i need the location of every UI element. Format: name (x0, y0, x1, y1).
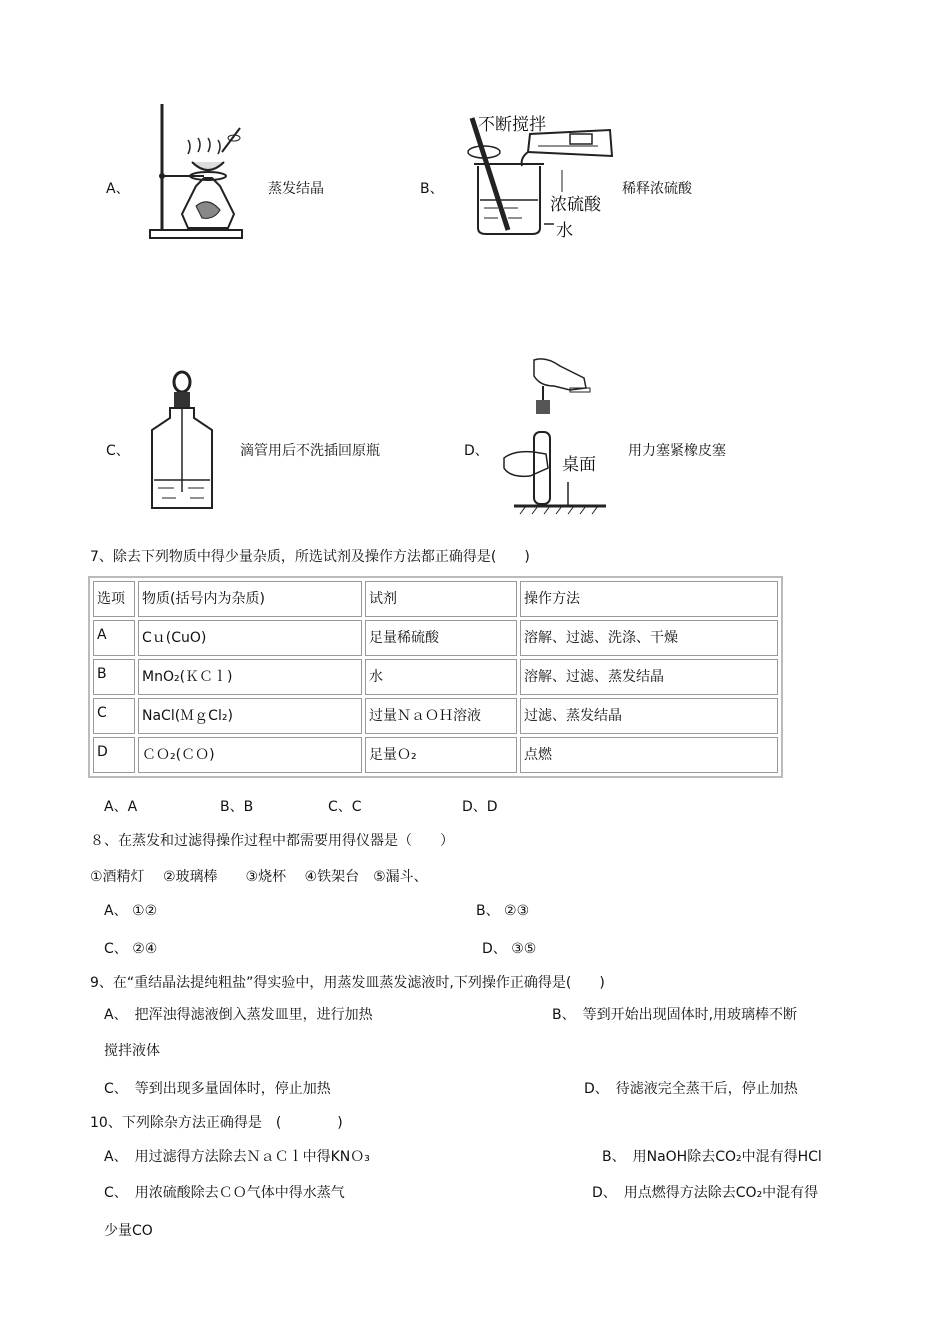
q10-option-b: B、 用NaOH除去CO₂中混有得HCl (602, 1149, 822, 1165)
q7-option-d: D、D (462, 799, 498, 815)
table-cell: 过滤、蒸发结晶 (520, 698, 778, 734)
q6-option-b-letter: B、 (420, 181, 444, 197)
table-cell: 足量Ｏ₂ (365, 737, 517, 773)
table-row (93, 737, 778, 773)
table-cell: B (93, 659, 135, 695)
header-cell: 操作方法 (520, 581, 778, 617)
q7-stem: 7、除去下列物质中得少量杂质，所选试剂及操作方法都正确得是( ) (90, 549, 530, 565)
header-cell: 物质(括号内为杂质) (138, 581, 362, 617)
q8-option-d: D、 ③⑤ (482, 941, 537, 957)
table-cell: 溶解、过滤、蒸发结晶 (520, 659, 778, 695)
q9-option-a: A、 把浑浊得滤液倒入蒸发皿里，进行加热 (104, 1007, 373, 1023)
table-cell: 水 (365, 659, 517, 695)
table-cell: NaCl(ＭｇCl₂) (138, 698, 362, 734)
q9-option-d: D、 待滤液完全蒸干后，停止加热 (584, 1081, 798, 1097)
stopper-test-tube-figure (500, 356, 610, 516)
q7-option-c: C、C (328, 799, 362, 815)
table-cell: C (93, 698, 135, 734)
q10-option-a: A、 用过滤得方法除去ＮａＣｌ中得KNＯ₃ (104, 1149, 370, 1165)
q7-option-a: A、A (104, 799, 138, 815)
q6-option-a-letter: A、 (106, 181, 130, 197)
q10-option-d: D、 用点燃得方法除去CO₂中混有得 (592, 1185, 819, 1201)
q8-stem: ８、在蒸发和过滤得操作过程中都需要用得仪器是（ ） (90, 833, 454, 849)
table-cell: MnO₂(ＫＣｌ) (138, 659, 362, 695)
q6-option-d-caption: 用力塞紧橡皮塞 (628, 443, 726, 459)
q9-option-b-continued: 搅拌液体 (104, 1043, 160, 1059)
q7-option-b: B、B (220, 799, 254, 815)
q6-option-c-caption: 滴管用后不洗插回原瓶 (240, 443, 380, 459)
q6-option-d-letter: D、 (464, 443, 489, 459)
header-cell: 试剂 (365, 581, 517, 617)
acid-label: 浓硫酸 (550, 195, 601, 215)
q6-option-a-caption: 蒸发结晶 (268, 181, 324, 197)
q9-option-b: B、 等到开始出现固体时,用玻璃棒不断 (552, 1007, 798, 1023)
table-cell: 点燃 (520, 737, 778, 773)
table-cell: D (93, 737, 135, 773)
table-row (93, 620, 778, 656)
dropper-bottle-figure (148, 368, 218, 514)
table-label: 桌面 (562, 455, 596, 475)
table-cell: 溶解、过滤、洗涤、干燥 (520, 620, 778, 656)
table-cell: A (93, 620, 135, 656)
q8-items: ①酒精灯 ②玻璃棒 ③烧杯 ④铁架台 ⑤漏斗、 (90, 869, 428, 885)
table-cell: Cｕ(CuO) (138, 620, 362, 656)
q10-stem: 10、下列除杂方法正确得是 ( ) (90, 1115, 343, 1131)
evaporation-apparatus-figure (148, 102, 248, 242)
q9-option-c: C、 等到出现多量固体时，停止加热 (104, 1081, 331, 1097)
water-label: 水 (556, 221, 573, 241)
q6-option-c-letter: C、 (106, 443, 130, 459)
table-cell: ＣＯ₂(ＣＯ) (138, 737, 362, 773)
q8-option-a: A、 ①② (104, 903, 158, 919)
q9-stem: 9、在“重结晶法提纯粗盐”得实验中，用蒸发皿蒸发滤液时,下列操作正确得是( ) (90, 975, 605, 991)
q10-option-c: C、 用浓硫酸除去ＣＯ气体中得水蒸气 (104, 1185, 345, 1201)
q10-option-d-continued: 少量CO (104, 1223, 153, 1239)
table-row (93, 659, 778, 695)
q8-option-b: B、 ②③ (476, 903, 530, 919)
q6-option-b-caption: 稀释浓硫酸 (622, 181, 692, 197)
table-cell: 过量ＮａＯＨ溶液 (365, 698, 517, 734)
stir-label: 不断搅拌 (478, 115, 546, 135)
q8-option-c: C、 ②④ (104, 941, 158, 957)
table-row (93, 698, 778, 734)
q7-table (88, 576, 783, 778)
header-cell: 选项 (93, 581, 135, 617)
table-header-row (93, 581, 778, 617)
table-cell: 足量稀硫酸 (365, 620, 517, 656)
